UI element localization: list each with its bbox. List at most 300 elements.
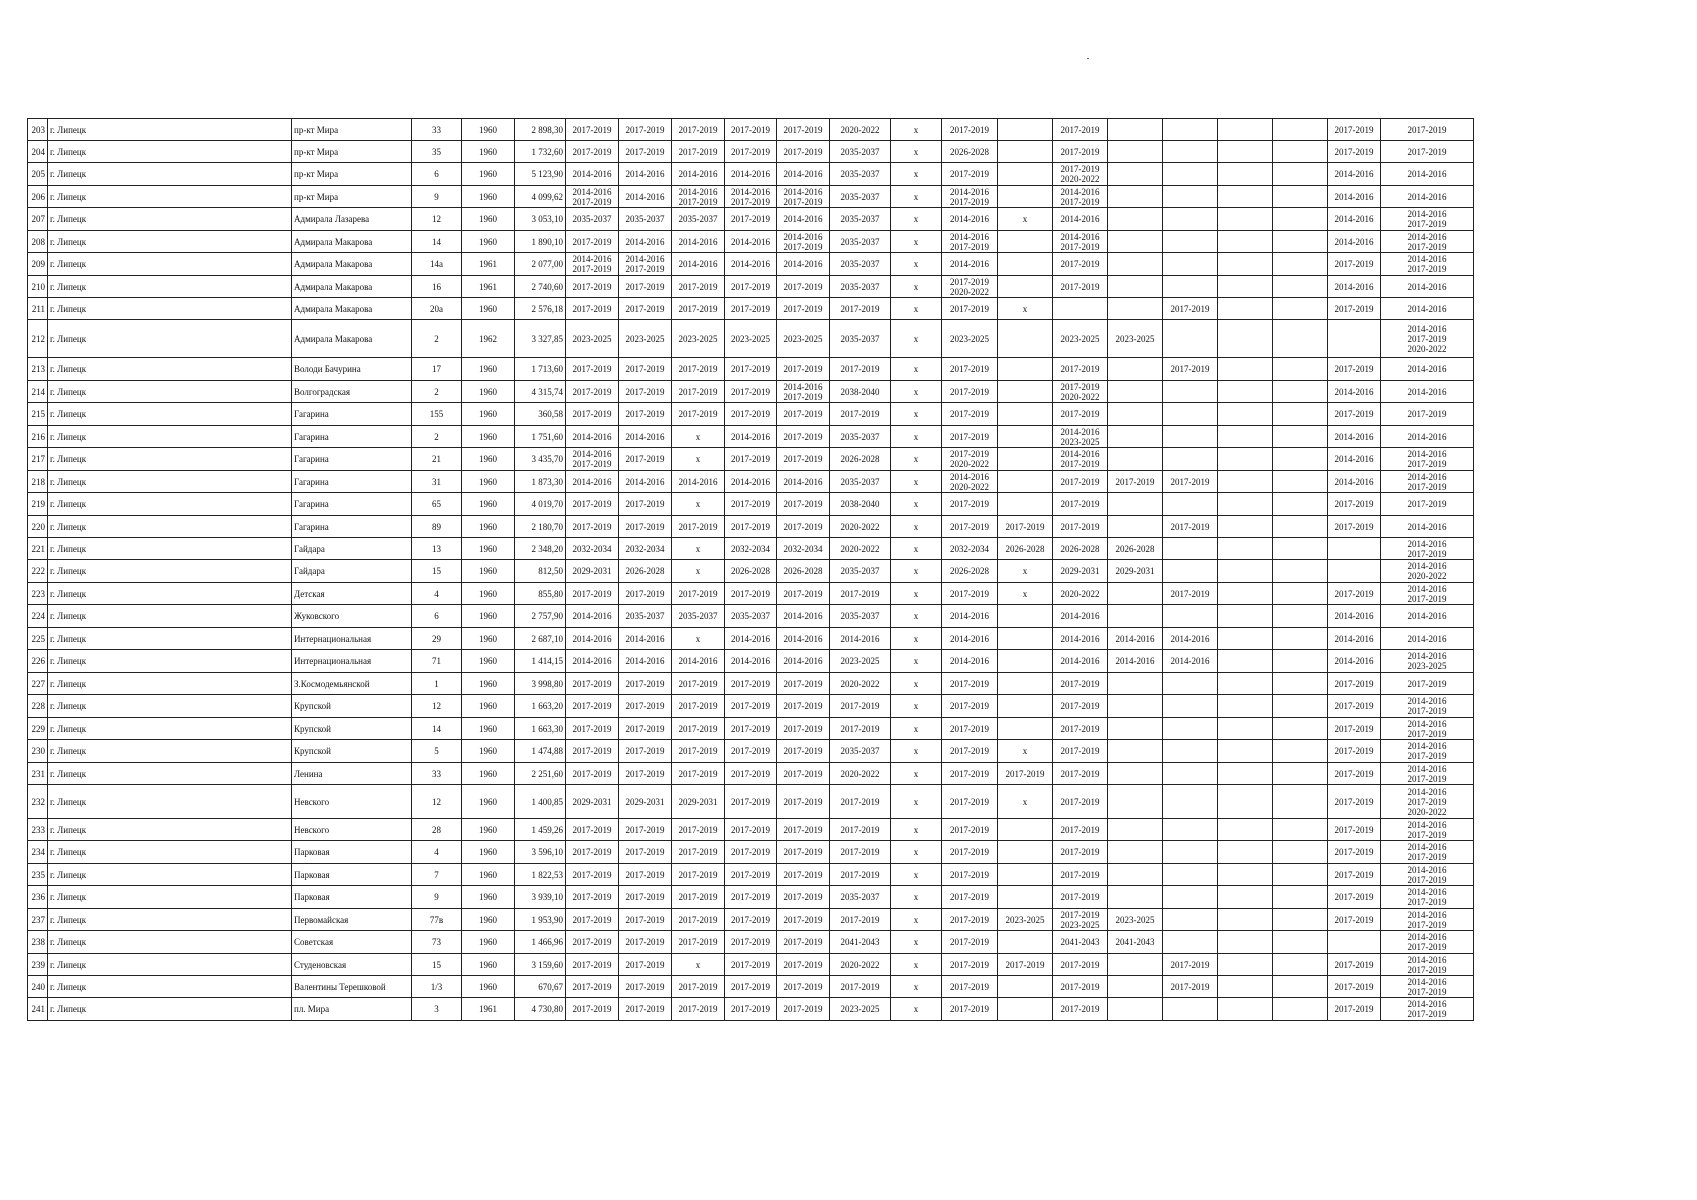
period-cell-10: 2017-2019 [1053, 763, 1108, 785]
period-cell-12 [1163, 695, 1218, 718]
period-cell-10: 2017-2019 [1053, 841, 1108, 864]
city-cell: г. Липецк [48, 471, 292, 493]
period-cell-10: 2014-2016 [1053, 605, 1108, 628]
period-cell-15: 2017-2019 [1328, 864, 1381, 886]
row-number: 204 [28, 141, 48, 163]
year-built-cell: 1960 [462, 819, 515, 841]
period-cell-1: 2017-2019 [566, 976, 619, 998]
house-number-cell: 33 [412, 119, 462, 141]
period-cell-7: х [891, 560, 942, 583]
period-cell-1: 2014-2016 2017-2019 [566, 186, 619, 208]
period-cell-7: х [891, 471, 942, 493]
period-cell-16: 2017-2019 [1381, 673, 1474, 695]
period-cell-13 [1218, 909, 1273, 931]
period-cell-4: 2014-2016 [725, 471, 777, 493]
year-built-cell: 1960 [462, 785, 515, 819]
row-number: 205 [28, 163, 48, 186]
period-cell-4: 2017-2019 [725, 785, 777, 819]
table-row [28, 583, 1474, 605]
house-number-cell: 2 [412, 426, 462, 448]
period-cell-5: 2017-2019 [777, 785, 830, 819]
period-cell-6: 2035-2037 [830, 141, 891, 163]
period-cell-12 [1163, 538, 1218, 560]
row-number: 214 [28, 381, 48, 403]
period-cell-8: 2017-2019 [942, 695, 998, 718]
period-cell-14 [1273, 426, 1328, 448]
period-cell-5: 2014-2016 [777, 253, 830, 276]
city-cell: г. Липецк [48, 605, 292, 628]
table-row [28, 560, 1474, 583]
period-cell-8: 2026-2028 [942, 141, 998, 163]
period-cell-13 [1218, 538, 1273, 560]
row-number: 206 [28, 186, 48, 208]
period-cell-14 [1273, 931, 1328, 954]
period-cell-11 [1108, 253, 1163, 276]
year-built-cell: 1960 [462, 231, 515, 253]
area-cell: 1 459,26 [515, 819, 566, 841]
city-cell: г. Липецк [48, 628, 292, 650]
period-cell-11 [1108, 763, 1163, 785]
table-row [28, 403, 1474, 426]
period-cell-14 [1273, 358, 1328, 381]
period-cell-2: 2026-2028 [619, 560, 672, 583]
year-built-cell: 1960 [462, 931, 515, 954]
table-row [28, 931, 1474, 954]
period-cell-9 [998, 931, 1053, 954]
table-row [28, 976, 1474, 998]
period-cell-7: х [891, 448, 942, 471]
city-cell: г. Липецк [48, 909, 292, 931]
period-cell-5: 2017-2019 [777, 976, 830, 998]
table-row [28, 864, 1474, 886]
street-cell: Гагарина [292, 471, 412, 493]
row-number: 232 [28, 785, 48, 819]
street-cell: Гагарина [292, 403, 412, 426]
period-cell-15: 2017-2019 [1328, 583, 1381, 605]
city-cell: г. Липецк [48, 650, 292, 673]
period-cell-13 [1218, 231, 1273, 253]
area-cell: 3 159,60 [515, 954, 566, 976]
area-cell: 2 180,70 [515, 516, 566, 538]
period-cell-14 [1273, 740, 1328, 763]
period-cell-4: 2032-2034 [725, 538, 777, 560]
period-cell-12: 2017-2019 [1163, 358, 1218, 381]
period-cell-14 [1273, 493, 1328, 516]
area-cell: 670,67 [515, 976, 566, 998]
period-cell-6: 2035-2037 [830, 471, 891, 493]
period-cell-10: 2017-2019 [1053, 954, 1108, 976]
period-cell-4: 2017-2019 [725, 493, 777, 516]
period-cell-16: 2014-2016 2017-2019 [1381, 954, 1474, 976]
period-cell-14 [1273, 253, 1328, 276]
period-cell-1: 2017-2019 [566, 298, 619, 320]
row-number: 230 [28, 740, 48, 763]
period-cell-16: 2014-2016 [1381, 605, 1474, 628]
period-cell-6: 2017-2019 [830, 583, 891, 605]
period-cell-6: 2035-2037 [830, 208, 891, 231]
period-cell-2: 2017-2019 [619, 740, 672, 763]
period-cell-2: 2017-2019 [619, 358, 672, 381]
period-cell-13 [1218, 976, 1273, 998]
street-cell: Адмирала Макарова [292, 231, 412, 253]
period-cell-9 [998, 471, 1053, 493]
period-cell-9: х [998, 740, 1053, 763]
period-cell-5: 2017-2019 [777, 448, 830, 471]
period-cell-4: 2017-2019 [725, 381, 777, 403]
city-cell: г. Липецк [48, 931, 292, 954]
table-row [28, 628, 1474, 650]
period-cell-3: 2017-2019 [672, 403, 725, 426]
area-cell: 2 348,20 [515, 538, 566, 560]
period-cell-9 [998, 605, 1053, 628]
period-cell-16: 2014-2016 [1381, 516, 1474, 538]
period-cell-7: х [891, 954, 942, 976]
table-row [28, 448, 1474, 471]
street-cell: Интернациональная [292, 628, 412, 650]
period-cell-14 [1273, 516, 1328, 538]
table-row [28, 819, 1474, 841]
house-number-cell: 6 [412, 163, 462, 186]
period-cell-2: 2017-2019 [619, 819, 672, 841]
area-cell: 3 327,85 [515, 320, 566, 358]
area-cell: 4 730,80 [515, 998, 566, 1021]
year-built-cell: 1960 [462, 560, 515, 583]
period-cell-12 [1163, 276, 1218, 298]
period-cell-15: 2017-2019 [1328, 695, 1381, 718]
row-number: 222 [28, 560, 48, 583]
period-cell-1: 2017-2019 [566, 381, 619, 403]
period-cell-12 [1163, 909, 1218, 931]
period-cell-13 [1218, 931, 1273, 954]
year-built-cell: 1960 [462, 163, 515, 186]
period-cell-5: 2017-2019 [777, 119, 830, 141]
city-cell: г. Липецк [48, 298, 292, 320]
period-cell-6: 2035-2037 [830, 253, 891, 276]
period-cell-16: 2017-2019 [1381, 119, 1474, 141]
period-cell-9 [998, 998, 1053, 1021]
period-cell-9 [998, 231, 1053, 253]
row-number: 218 [28, 471, 48, 493]
period-cell-8: 2017-2019 [942, 976, 998, 998]
period-cell-1: 2029-2031 [566, 785, 619, 819]
period-cell-5: 2017-2019 [777, 718, 830, 740]
area-cell: 2 077,00 [515, 253, 566, 276]
period-cell-8: 2017-2019 [942, 998, 998, 1021]
year-built-cell: 1960 [462, 208, 515, 231]
house-number-cell: 13 [412, 538, 462, 560]
period-cell-4: 2017-2019 [725, 208, 777, 231]
period-cell-3: 2017-2019 [672, 909, 725, 931]
period-cell-9 [998, 119, 1053, 141]
period-cell-3: 2017-2019 [672, 298, 725, 320]
period-cell-7: х [891, 381, 942, 403]
city-cell: г. Липецк [48, 163, 292, 186]
document-sheet [27, 118, 1474, 1021]
period-cell-9: 2023-2025 [998, 909, 1053, 931]
period-cell-16: 2014-2016 2017-2019 [1381, 931, 1474, 954]
period-cell-7: х [891, 538, 942, 560]
period-cell-3: 2017-2019 [672, 864, 725, 886]
house-number-cell: 33 [412, 763, 462, 785]
period-cell-9 [998, 163, 1053, 186]
period-cell-1: 2017-2019 [566, 493, 619, 516]
period-cell-4: 2017-2019 [725, 931, 777, 954]
house-number-cell: 35 [412, 141, 462, 163]
period-cell-10: 2017-2019 [1053, 819, 1108, 841]
period-cell-4: 2017-2019 [725, 886, 777, 909]
period-cell-16: 2014-2016 2017-2019 [1381, 841, 1474, 864]
table-row [28, 718, 1474, 740]
period-cell-5: 2017-2019 [777, 358, 830, 381]
row-number: 233 [28, 819, 48, 841]
period-cell-14 [1273, 763, 1328, 785]
house-number-cell: 9 [412, 186, 462, 208]
period-cell-12: 2017-2019 [1163, 516, 1218, 538]
period-cell-15 [1328, 931, 1381, 954]
period-cell-3: 2017-2019 [672, 819, 725, 841]
period-cell-16: 2014-2016 [1381, 358, 1474, 381]
street-cell: Гагарина [292, 516, 412, 538]
period-cell-8: 2014-2016 2020-2022 [942, 471, 998, 493]
row-number: 207 [28, 208, 48, 231]
period-cell-4: 2023-2025 [725, 320, 777, 358]
period-cell-10: 2014-2016 2017-2019 [1053, 186, 1108, 208]
period-cell-3: 2017-2019 [672, 119, 725, 141]
street-cell: Парковая [292, 841, 412, 864]
area-cell: 3 596,10 [515, 841, 566, 864]
row-number: 211 [28, 298, 48, 320]
city-cell: г. Липецк [48, 493, 292, 516]
house-number-cell: 14 [412, 718, 462, 740]
period-cell-2: 2017-2019 [619, 381, 672, 403]
year-built-cell: 1960 [462, 886, 515, 909]
table-row [28, 253, 1474, 276]
row-number: 210 [28, 276, 48, 298]
street-cell: Адмирала Макарова [292, 320, 412, 358]
period-cell-4: 2017-2019 [725, 864, 777, 886]
period-cell-7: х [891, 403, 942, 426]
row-number: 235 [28, 864, 48, 886]
period-cell-10: 2017-2019 [1053, 886, 1108, 909]
house-number-cell: 14 [412, 231, 462, 253]
period-cell-9 [998, 381, 1053, 403]
city-cell: г. Липецк [48, 976, 292, 998]
period-cell-11 [1108, 998, 1163, 1021]
period-cell-3: 2017-2019 [672, 931, 725, 954]
period-cell-15: 2017-2019 [1328, 358, 1381, 381]
period-cell-10: 2017-2019 2020-2022 [1053, 163, 1108, 186]
period-cell-8: 2014-2016 [942, 253, 998, 276]
period-cell-5: 2017-2019 [777, 931, 830, 954]
period-cell-13 [1218, 673, 1273, 695]
period-cell-15: 2014-2016 [1328, 448, 1381, 471]
year-built-cell: 1960 [462, 516, 515, 538]
period-cell-11: 2014-2016 [1108, 628, 1163, 650]
row-number: 209 [28, 253, 48, 276]
period-cell-12 [1163, 718, 1218, 740]
year-built-cell: 1960 [462, 841, 515, 864]
period-cell-11 [1108, 141, 1163, 163]
period-cell-13 [1218, 141, 1273, 163]
period-cell-6: 2035-2037 [830, 426, 891, 448]
period-cell-6: 2038-2040 [830, 493, 891, 516]
period-cell-4: 2014-2016 [725, 426, 777, 448]
period-cell-6: 2020-2022 [830, 954, 891, 976]
period-cell-2: 2017-2019 [619, 976, 672, 998]
table-row [28, 763, 1474, 785]
table-row [28, 650, 1474, 673]
period-cell-15: 2014-2016 [1328, 381, 1381, 403]
period-cell-1: 2017-2019 [566, 695, 619, 718]
period-cell-14 [1273, 695, 1328, 718]
period-cell-12 [1163, 426, 1218, 448]
area-cell: 3 998,80 [515, 673, 566, 695]
period-cell-15 [1328, 320, 1381, 358]
period-cell-14 [1273, 583, 1328, 605]
period-cell-11: 2023-2025 [1108, 320, 1163, 358]
row-number: 225 [28, 628, 48, 650]
period-cell-8: 2026-2028 [942, 560, 998, 583]
period-cell-2: 2014-2016 [619, 163, 672, 186]
area-cell: 1 822,53 [515, 864, 566, 886]
period-cell-9 [998, 358, 1053, 381]
period-cell-5: 2017-2019 [777, 763, 830, 785]
period-cell-12 [1163, 886, 1218, 909]
period-cell-5: 2017-2019 [777, 909, 830, 931]
period-cell-12 [1163, 448, 1218, 471]
house-number-cell: 155 [412, 403, 462, 426]
period-cell-14 [1273, 471, 1328, 493]
period-cell-8: 2017-2019 [942, 841, 998, 864]
street-cell: Крупской [292, 695, 412, 718]
period-cell-8: 2014-2016 [942, 628, 998, 650]
period-cell-3: 2014-2016 [672, 231, 725, 253]
period-cell-2: 2017-2019 [619, 119, 672, 141]
period-cell-10: 2041-2043 [1053, 931, 1108, 954]
period-cell-5: 2017-2019 [777, 673, 830, 695]
period-cell-14 [1273, 628, 1328, 650]
period-cell-7: х [891, 740, 942, 763]
period-cell-13 [1218, 740, 1273, 763]
period-cell-11: 2014-2016 [1108, 650, 1163, 673]
period-cell-11 [1108, 841, 1163, 864]
period-cell-3: 2017-2019 [672, 141, 725, 163]
house-number-cell: 6 [412, 605, 462, 628]
period-cell-6: 2035-2037 [830, 186, 891, 208]
period-cell-7: х [891, 320, 942, 358]
period-cell-2: 2023-2025 [619, 320, 672, 358]
period-cell-3: 2017-2019 [672, 695, 725, 718]
period-cell-4: 2017-2019 [725, 718, 777, 740]
house-number-cell: 89 [412, 516, 462, 538]
year-built-cell: 1960 [462, 298, 515, 320]
period-cell-2: 2017-2019 [619, 954, 672, 976]
period-cell-4: 2017-2019 [725, 403, 777, 426]
period-cell-6: 2017-2019 [830, 976, 891, 998]
house-number-cell: 12 [412, 208, 462, 231]
period-cell-16: 2014-2016 2020-2022 [1381, 560, 1474, 583]
period-cell-2: 2017-2019 [619, 141, 672, 163]
period-cell-12 [1163, 998, 1218, 1021]
period-cell-11 [1108, 673, 1163, 695]
table-row [28, 320, 1474, 358]
period-cell-3: 2017-2019 [672, 763, 725, 785]
period-cell-12 [1163, 320, 1218, 358]
period-cell-4: 2017-2019 [725, 141, 777, 163]
period-cell-3: 2035-2037 [672, 208, 725, 231]
period-cell-9 [998, 864, 1053, 886]
period-cell-3: 2014-2016 [672, 163, 725, 186]
period-cell-13 [1218, 785, 1273, 819]
period-cell-3: 2014-2016 2017-2019 [672, 186, 725, 208]
period-cell-16: 2014-2016 [1381, 163, 1474, 186]
period-cell-11: 2041-2043 [1108, 931, 1163, 954]
period-cell-5: 2014-2016 2017-2019 [777, 231, 830, 253]
period-cell-16: 2014-2016 [1381, 276, 1474, 298]
period-cell-1: 2017-2019 [566, 141, 619, 163]
period-cell-16: 2014-2016 2017-2019 2020-2022 [1381, 785, 1474, 819]
year-built-cell: 1960 [462, 141, 515, 163]
row-number: 221 [28, 538, 48, 560]
period-cell-14 [1273, 819, 1328, 841]
period-cell-10: 2017-2019 [1053, 471, 1108, 493]
period-cell-14 [1273, 448, 1328, 471]
period-cell-5: 2017-2019 [777, 954, 830, 976]
period-cell-5: 2017-2019 [777, 583, 830, 605]
period-cell-7: х [891, 119, 942, 141]
period-cell-8: 2017-2019 [942, 119, 998, 141]
period-cell-9 [998, 448, 1053, 471]
period-cell-5: 2017-2019 [777, 886, 830, 909]
street-cell: Советская [292, 931, 412, 954]
period-cell-15: 2014-2016 [1328, 605, 1381, 628]
period-cell-15: 2017-2019 [1328, 718, 1381, 740]
period-cell-4: 2017-2019 [725, 954, 777, 976]
year-built-cell: 1960 [462, 976, 515, 998]
period-cell-12 [1163, 673, 1218, 695]
city-cell: г. Липецк [48, 954, 292, 976]
street-cell: Жуковского [292, 605, 412, 628]
row-number: 215 [28, 403, 48, 426]
period-cell-15 [1328, 560, 1381, 583]
table-row [28, 538, 1474, 560]
period-cell-2: 2017-2019 [619, 673, 672, 695]
period-cell-10: 2014-2016 2023-2025 [1053, 426, 1108, 448]
period-cell-15 [1328, 538, 1381, 560]
period-cell-11 [1108, 493, 1163, 516]
period-cell-4: 2017-2019 [725, 976, 777, 998]
period-cell-10: 2017-2019 [1053, 358, 1108, 381]
period-cell-15: 2017-2019 [1328, 493, 1381, 516]
period-cell-1: 2014-2016 [566, 163, 619, 186]
period-cell-7: х [891, 186, 942, 208]
period-cell-9 [998, 841, 1053, 864]
period-cell-15: 2014-2016 [1328, 208, 1381, 231]
period-cell-16: 2014-2016 [1381, 381, 1474, 403]
area-cell: 1 414,15 [515, 650, 566, 673]
period-cell-10: 2017-2019 [1053, 740, 1108, 763]
period-cell-9 [998, 276, 1053, 298]
period-cell-8: 2017-2019 [942, 381, 998, 403]
area-cell: 1 751,60 [515, 426, 566, 448]
period-cell-3: 2017-2019 [672, 516, 725, 538]
period-cell-1: 2017-2019 [566, 119, 619, 141]
year-built-cell: 1962 [462, 320, 515, 358]
period-cell-3: 2017-2019 [672, 718, 725, 740]
period-cell-12 [1163, 186, 1218, 208]
area-cell: 2 576,18 [515, 298, 566, 320]
period-cell-6: 2035-2037 [830, 605, 891, 628]
